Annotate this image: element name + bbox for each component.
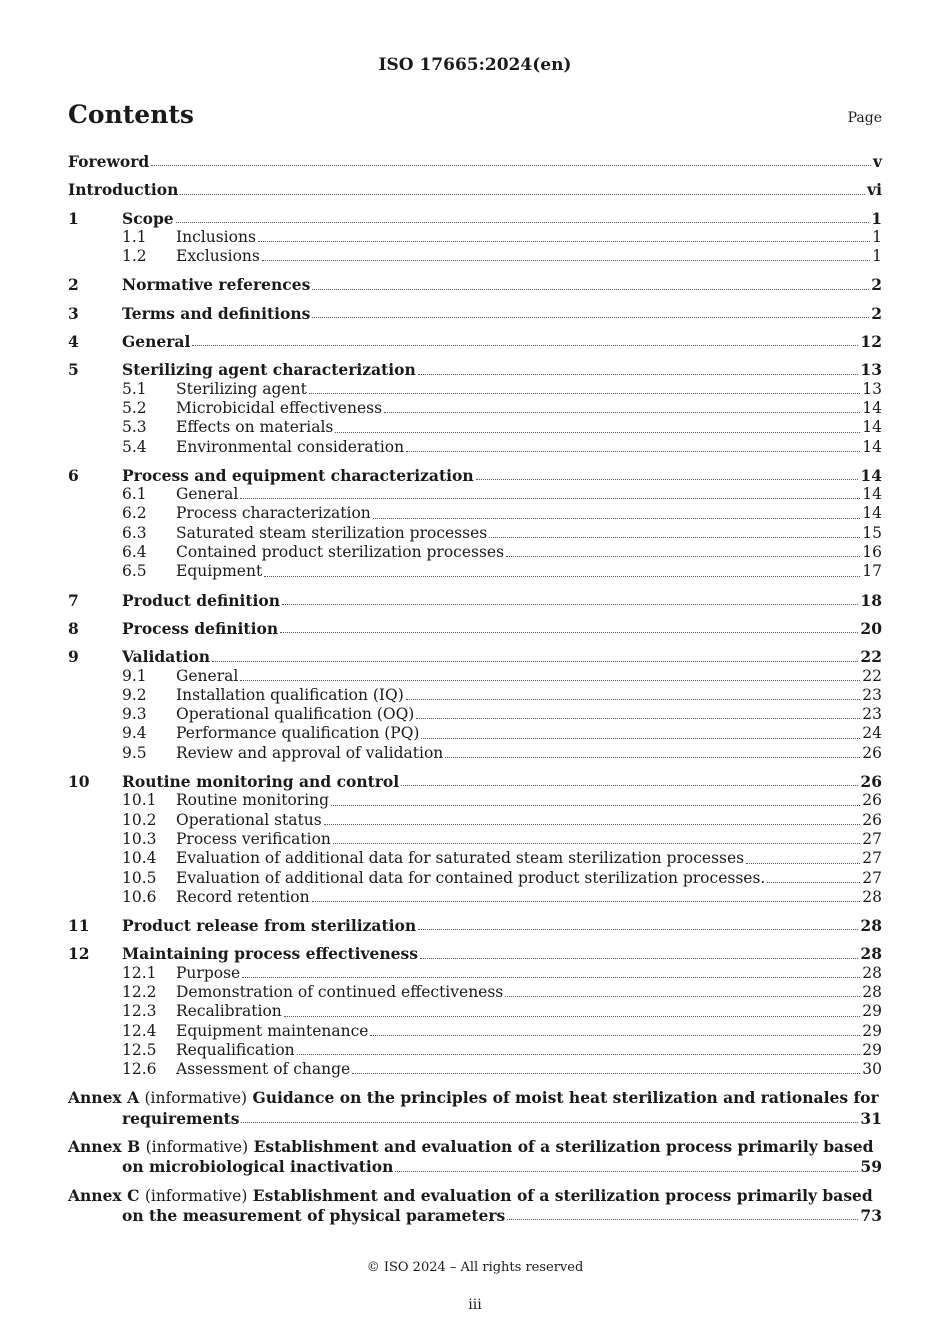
annex-title-line2: requirements [122, 1108, 240, 1128]
toc-entry-number: 6 [68, 465, 79, 485]
dot-leader [746, 863, 860, 864]
toc-entry-page: 28 [860, 944, 882, 964]
toc-entry-title: Operational status [176, 810, 322, 829]
toc-entry-title: Product definition [122, 590, 281, 610]
toc-entry-page: 1 [872, 227, 882, 246]
table-of-contents [68, 152, 882, 1225]
toc-entry-number: 11 [68, 916, 90, 936]
toc-entry-page: 14 [862, 418, 882, 437]
toc-entry-page: 27 [862, 849, 882, 868]
dot-leader [352, 1073, 860, 1074]
toc-subentry[interactable] [68, 667, 882, 686]
dot-leader [406, 699, 860, 700]
toc-entry-page: v [872, 152, 882, 171]
dot-leader [297, 1054, 861, 1055]
dot-leader [335, 432, 860, 433]
toc-entry[interactable] [68, 275, 882, 294]
toc-subentry[interactable] [68, 1002, 882, 1021]
dot-leader [406, 451, 860, 452]
contents-title: Contents [68, 100, 195, 129]
toc-entry-page: 24 [862, 724, 882, 743]
toc-entry-number: 12 [68, 944, 90, 964]
toc-entry-number: 10.6 [122, 887, 157, 906]
dot-leader [324, 824, 861, 825]
toc-subentry[interactable] [68, 247, 882, 266]
toc-entry-number: 10.1 [122, 791, 157, 810]
toc-entry-number: 1.1 [122, 227, 147, 246]
toc-subentry[interactable] [68, 418, 882, 437]
toc-entry-page: 22 [862, 666, 882, 685]
toc-subentry[interactable] [68, 504, 882, 523]
toc-entry-title: Exclusions [176, 247, 260, 266]
dot-leader [284, 1016, 861, 1017]
toc-entry[interactable] [68, 304, 882, 323]
toc-entry-title: Process definition [122, 618, 279, 638]
toc-entry-page: 14 [862, 437, 882, 456]
dot-leader [416, 718, 860, 719]
toc-entry-number: 8 [68, 618, 79, 638]
toc-entry-number: 10.5 [122, 868, 157, 887]
toc-entry-title: Requalification [176, 1040, 295, 1059]
toc-subentry[interactable] [68, 849, 882, 868]
toc-subentry[interactable] [68, 869, 882, 888]
toc-entry-title: Routine monitoring [176, 791, 330, 810]
toc-entry-page: vi [867, 180, 882, 200]
toc-entry-page: 15 [862, 523, 882, 542]
toc-entry-number: 6.2 [122, 504, 147, 523]
page-column-label: Page [847, 110, 882, 126]
toc-entry-number: 10 [68, 772, 90, 792]
toc-entry-page: 13 [860, 360, 882, 380]
toc-entry-page: 26 [860, 772, 882, 792]
dot-leader [767, 882, 860, 883]
toc-entry-number: 10.2 [122, 810, 157, 829]
toc-entry-page: 28 [862, 963, 882, 982]
toc-annex-entry[interactable] [68, 1186, 882, 1226]
toc-entry[interactable] [68, 944, 882, 963]
toc-entry[interactable] [68, 209, 882, 228]
annex-title-line2: on the measurement of physical parameters [122, 1205, 506, 1225]
dot-leader [192, 345, 858, 346]
page-number: iii [468, 1297, 482, 1313]
dot-leader [151, 165, 871, 166]
toc-subentry[interactable] [68, 562, 882, 581]
dot-leader [312, 289, 869, 290]
toc-subentry[interactable] [68, 228, 882, 247]
dot-leader [180, 194, 865, 195]
toc-entry-page: 29 [862, 1040, 882, 1059]
toc-entry-title: Purpose [176, 963, 241, 982]
toc-entry-title: Review and approval of validation [176, 743, 444, 762]
dot-leader [507, 1219, 858, 1220]
toc-entry-title: Record retention [176, 887, 310, 906]
toc-entry[interactable] [68, 647, 882, 666]
toc-entry-title: Sterilizing agent characterization [122, 360, 416, 380]
toc-entry-page: 29 [862, 1002, 882, 1021]
toc-entry-title: Foreword [68, 152, 150, 171]
toc-subentry[interactable] [68, 811, 882, 830]
dot-leader [421, 738, 860, 739]
toc-entry-page: 14 [862, 398, 882, 417]
toc-entry-page: 14 [860, 465, 882, 485]
dot-leader [312, 901, 861, 902]
dot-leader [240, 498, 860, 499]
toc-entry-number: 9 [68, 647, 79, 667]
toc-entry-title: Process verification [176, 829, 331, 848]
toc-entry-title: Evaluation of additional data for contained product sterilization processes. [176, 868, 766, 887]
toc-entry-number: 1.2 [122, 247, 147, 266]
toc-subentry[interactable] [68, 1041, 882, 1060]
toc-subentry[interactable] [68, 964, 882, 983]
toc-entry-page: 2 [871, 275, 882, 295]
dot-leader [418, 929, 858, 930]
annex-type: (informative) [144, 1089, 248, 1108]
dot-leader [176, 222, 870, 223]
toc-entry-title: Operational qualification (OQ) [176, 705, 415, 724]
toc-entry-title: Routine monitoring and control [122, 772, 400, 792]
toc-entry-title: Contained product sterilization processes [176, 543, 505, 562]
toc-subentry[interactable] [68, 1060, 882, 1079]
toc-entry-page: 13 [862, 379, 882, 398]
dot-leader [333, 843, 860, 844]
toc-entry-number: 12.3 [122, 1002, 157, 1021]
toc-entry-title: Introduction [68, 180, 179, 200]
dot-leader [489, 537, 860, 538]
dot-leader [401, 785, 858, 786]
toc-entry-page: 28 [860, 916, 882, 936]
toc-entry-page: 28 [862, 887, 882, 906]
dot-leader [476, 479, 859, 480]
toc-entry-title: Recalibration [176, 1002, 282, 1021]
toc-entry[interactable] [68, 152, 882, 171]
toc-subentry[interactable] [68, 686, 882, 705]
toc-entry-title: General [176, 485, 239, 504]
toc-entry-title: Performance qualification (PQ) [176, 724, 420, 743]
document-id-header: ISO 17665:2024(en) [378, 55, 572, 75]
toc-subentry[interactable] [68, 380, 882, 399]
toc-entry-page: 22 [860, 647, 882, 667]
dot-leader [370, 1035, 860, 1036]
toc-entry-number: 9.5 [122, 743, 147, 762]
toc-entry-page: 23 [862, 705, 882, 724]
toc-subentry[interactable] [68, 791, 882, 810]
toc-subentry[interactable] [68, 1022, 882, 1041]
toc-entry-number: 5.1 [122, 379, 147, 398]
toc-entry[interactable] [68, 332, 882, 351]
dot-leader [241, 1122, 858, 1123]
dot-leader [212, 661, 858, 662]
toc-entry-title: Environmental consideration [176, 437, 405, 456]
toc-entry-title: Saturated steam sterilization processes [176, 523, 488, 542]
toc-annex-entry[interactable] [68, 1137, 882, 1177]
toc-subentry[interactable] [68, 888, 882, 907]
toc-subentry[interactable] [68, 724, 882, 743]
toc-entry-page: 1 [872, 247, 882, 266]
copyright-notice: © ISO 2024 – All rights reserved [366, 1260, 584, 1275]
toc-entry-title: Equipment [176, 562, 263, 581]
toc-entry-number: 4 [68, 332, 79, 352]
dot-leader [262, 260, 870, 261]
annex-title-line1: Establishment and evaluation of a sterilization process primarily based [252, 1185, 873, 1205]
dot-leader [309, 393, 860, 394]
toc-subentry[interactable] [68, 399, 882, 418]
annex-page: 31 [860, 1108, 882, 1128]
annex-label: Annex A [68, 1088, 140, 1108]
annex-label: Annex B [68, 1137, 141, 1157]
toc-entry-title: Equipment maintenance [176, 1021, 369, 1040]
toc-entry-number: 10.4 [122, 849, 157, 868]
toc-entry-number: 12.4 [122, 1021, 157, 1040]
toc-entry-number: 12.2 [122, 982, 157, 1001]
dot-leader [280, 632, 858, 633]
toc-subentry[interactable] [68, 744, 882, 763]
toc-entry-number: 7 [68, 590, 79, 610]
dot-leader [505, 996, 860, 997]
toc-subentry[interactable] [68, 524, 882, 543]
toc-entry-number: 12.5 [122, 1040, 157, 1059]
toc-entry-title: Terms and definitions [122, 303, 311, 323]
annex-title-line2: on microbiological inactivation [122, 1157, 394, 1177]
toc-entry-title: Effects on materials [176, 418, 334, 437]
toc-entry-title: Evaluation of additional data for saturated steam sterilization processes [176, 849, 745, 868]
toc-entry[interactable] [68, 591, 882, 610]
dot-leader [282, 604, 858, 605]
toc-entry-number: 6.1 [122, 485, 147, 504]
toc-subentry[interactable] [68, 543, 882, 562]
toc-entry-number: 3 [68, 303, 79, 323]
dot-leader [331, 805, 860, 806]
toc-entry-title: Maintaining process effectiveness [122, 944, 418, 964]
toc-entry-number: 6.3 [122, 523, 147, 542]
toc-entry-page: 27 [862, 829, 882, 848]
toc-entry-title: General [122, 332, 191, 352]
toc-entry[interactable] [68, 916, 882, 935]
toc-entry-page: 18 [860, 590, 882, 610]
dot-leader [445, 757, 860, 758]
toc-subentry[interactable] [68, 485, 882, 504]
toc-entry-title: Process characterization [176, 504, 371, 523]
dot-leader [506, 556, 860, 557]
toc-entry-title: Installation qualification (IQ) [176, 685, 404, 704]
dot-leader [384, 412, 860, 413]
toc-subentry[interactable] [68, 705, 882, 724]
toc-entry-title: Product release from sterilization [122, 916, 417, 936]
dot-leader [420, 958, 858, 959]
toc-entry-title: General [176, 666, 239, 685]
toc-entry-number: 9.3 [122, 705, 147, 724]
toc-entry-number: 5.3 [122, 418, 147, 437]
toc-entry-page: 1 [871, 208, 882, 228]
dot-leader [418, 374, 859, 375]
toc-annex-entry[interactable] [68, 1088, 882, 1128]
toc-entry-page: 14 [862, 485, 882, 504]
toc-entry-number: 12.1 [122, 963, 157, 982]
toc-entry-title: Microbicidal effectiveness [176, 398, 383, 417]
toc-entry-number: 10.3 [122, 829, 157, 848]
toc-subentry[interactable] [68, 983, 882, 1002]
toc-entry-title: Sterilizing agent [176, 379, 307, 398]
toc-entry-number: 5 [68, 360, 79, 380]
toc-entry[interactable] [68, 180, 882, 199]
toc-entry-number: 6.4 [122, 543, 147, 562]
toc-entry-page: 16 [862, 543, 882, 562]
toc-entry-number: 9.2 [122, 685, 147, 704]
toc-entry-page: 23 [862, 685, 882, 704]
annex-title-line1: Guidance on the principles of moist heat sterilization and rationales for [252, 1088, 879, 1108]
annex-title-line1: Establishment and evaluation of a sterilization process primarily based [253, 1137, 874, 1157]
toc-entry-page: 30 [862, 1060, 882, 1079]
toc-entry-page: 14 [862, 504, 882, 523]
toc-entry-number: 12.6 [122, 1060, 157, 1079]
toc-subentry[interactable] [68, 438, 882, 457]
toc-entry-page: 2 [871, 303, 882, 323]
toc-entry-title: Demonstration of continued effectiveness [176, 982, 504, 1001]
toc-entry-number: 2 [68, 275, 79, 295]
dot-leader [240, 680, 860, 681]
annex-type: (informative) [145, 1138, 249, 1157]
dot-leader [242, 977, 860, 978]
toc-entry-title: Normative references [122, 275, 311, 295]
annex-type: (informative) [144, 1186, 248, 1205]
toc-entry-page: 26 [862, 791, 882, 810]
toc-entry-page: 12 [860, 332, 882, 352]
toc-entry-number: 9.4 [122, 724, 147, 743]
annex-page: 73 [860, 1205, 882, 1225]
toc-entry-title: Validation [122, 647, 210, 667]
toc-subentry[interactable] [68, 830, 882, 849]
dot-leader [312, 317, 869, 318]
annex-label: Annex C [68, 1185, 140, 1205]
dot-leader [395, 1171, 858, 1172]
toc-entry-number: 5.4 [122, 437, 147, 456]
toc-entry-number: 9.1 [122, 666, 147, 685]
annex-page: 59 [860, 1157, 882, 1177]
toc-entry-page: 20 [860, 618, 882, 638]
toc-entry-page: 26 [862, 743, 882, 762]
toc-entry-number: 1 [68, 208, 79, 228]
toc-entry-title: Inclusions [176, 227, 256, 246]
toc-entry-page: 28 [862, 982, 882, 1001]
toc-entry[interactable] [68, 466, 882, 485]
toc-entry-title: Process and equipment characterization [122, 465, 474, 485]
dot-leader [373, 518, 860, 519]
toc-entry-page: 26 [862, 810, 882, 829]
toc-entry-number: 5.2 [122, 398, 147, 417]
toc-entry-number: 6.5 [122, 562, 147, 581]
toc-entry[interactable] [68, 772, 882, 791]
dot-leader [258, 241, 870, 242]
toc-entry-page: 29 [862, 1021, 882, 1040]
toc-entry[interactable] [68, 360, 882, 379]
dot-leader [264, 576, 860, 577]
toc-entry-page: 17 [862, 562, 882, 581]
toc-entry[interactable] [68, 619, 882, 638]
toc-entry-page: 27 [862, 868, 882, 887]
toc-entry-title: Assessment of change [176, 1060, 351, 1079]
toc-entry-title: Scope [122, 208, 174, 228]
